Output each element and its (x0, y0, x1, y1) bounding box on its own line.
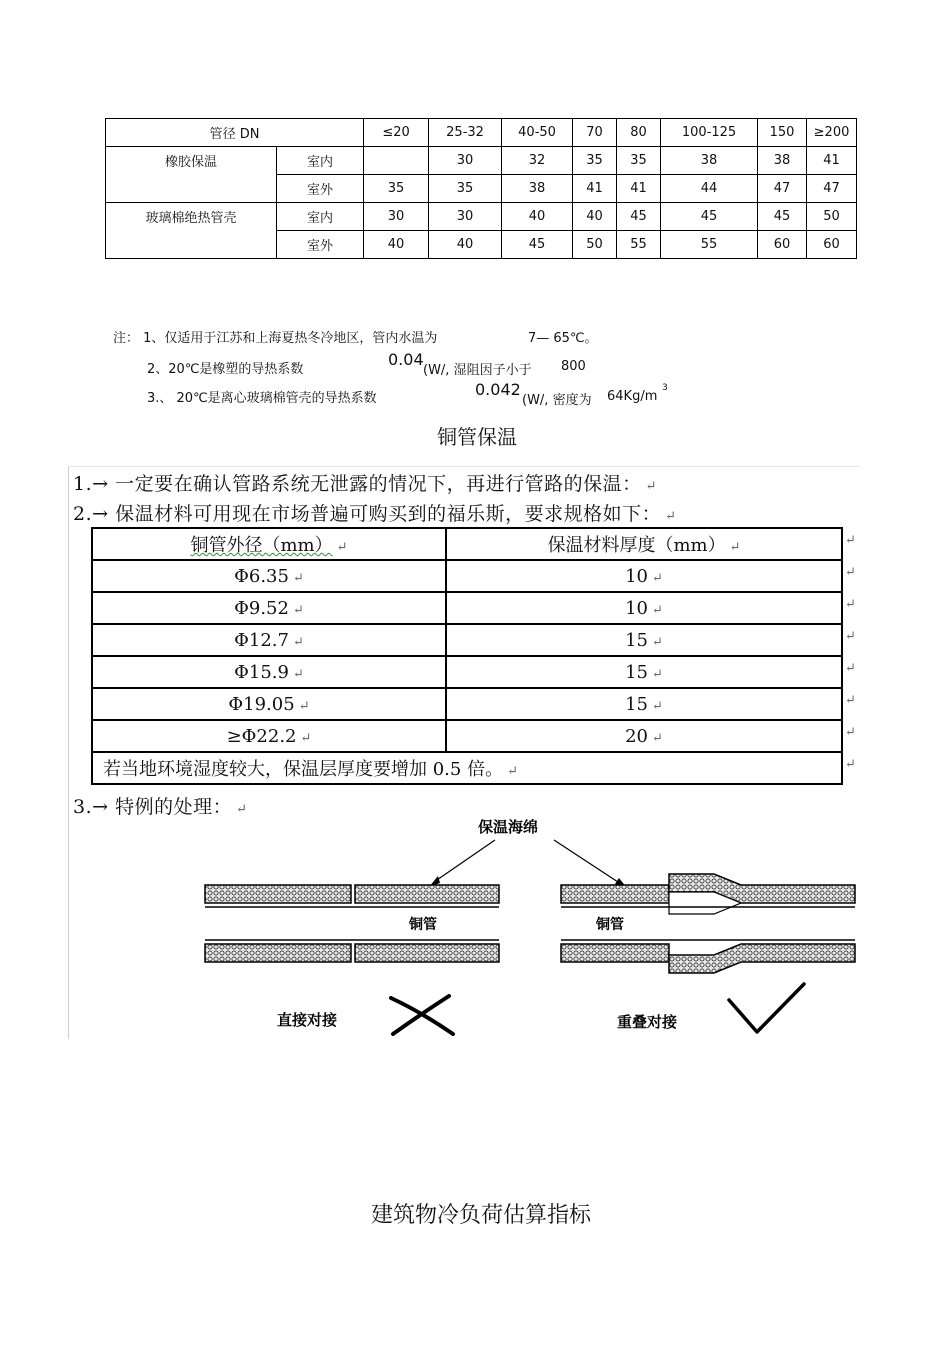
table-cell: 47 (807, 175, 857, 203)
table-cell: 40 (429, 231, 502, 259)
table-row (106, 203, 857, 231)
return-mark-icon: ↵ (292, 666, 304, 682)
table-cell: 35 (573, 147, 617, 175)
header-dn: 管径 DN (106, 119, 364, 147)
note-3-unit: (W/, 密度为 (522, 393, 592, 408)
insulation-thickness-table (105, 118, 857, 259)
return-mark-icon: ↵ (652, 666, 663, 682)
header-cell: ≤20 (364, 119, 429, 147)
return-mark-icon: ↵ (845, 725, 856, 740)
table-cell: 60 (758, 231, 807, 259)
return-mark-icon: ↵ (845, 597, 856, 612)
table-row (92, 720, 842, 752)
note-1-range: 7— 65℃。 (528, 331, 598, 346)
humidity-footnote (92, 752, 842, 784)
table-cell: 45 (661, 203, 758, 231)
diameter-cell (92, 656, 446, 688)
spec-header-diameter-text: 铜管外径（mm） (190, 535, 333, 556)
butt-joint-pipe (205, 885, 499, 962)
thickness-cell (446, 656, 842, 688)
table-cell (364, 147, 429, 175)
sub-label: 室外 (277, 175, 364, 203)
thickness-value: 10 (625, 565, 648, 587)
table-cell: 60 (807, 231, 857, 259)
thickness-value: 15 (625, 693, 648, 715)
thickness-value: 15 (625, 629, 648, 651)
diameter-value: Φ6.35 (234, 565, 289, 587)
thickness-cell (446, 592, 842, 624)
pipe-joint-diagram (69, 812, 859, 1039)
note-2-value: 0.04 (388, 350, 424, 369)
foam-right-arrow (554, 840, 621, 884)
table-cell: 45 (758, 203, 807, 231)
return-mark-icon: ↵ (845, 757, 856, 772)
thickness-value: 20 (625, 725, 648, 747)
return-mark-icon: ↵ (300, 730, 312, 746)
table-header-row (106, 119, 857, 147)
table-cell: 50 (573, 231, 617, 259)
cooling-load-title: 建筑物冷负荷估算指标 (371, 1203, 592, 1228)
diameter-value: ≥Φ22.2 (226, 725, 297, 747)
row-end-marks (845, 533, 856, 789)
diameter-value: Φ15.9 (234, 661, 289, 683)
diameter-cell (92, 560, 446, 592)
diameter-cell (92, 624, 446, 656)
sub-label: 室内 (277, 203, 364, 231)
sub-label: 室内 (277, 147, 364, 175)
table-cell: 40 (502, 203, 573, 231)
instruction-line-3-text: 3.→ 特例的处理： (73, 796, 233, 818)
table-cell: 35 (364, 175, 429, 203)
table-row (106, 147, 857, 175)
table-cell: 38 (502, 175, 573, 203)
spec-header-diameter (92, 528, 446, 560)
instruction-line-2-text: 2.→ 保温材料可用现在市场普遍可购买到的福乐斯，要求规格如下： (73, 503, 662, 525)
thickness-value: 15 (625, 661, 648, 683)
table-row (92, 656, 842, 688)
header-cell: 150 (758, 119, 807, 147)
table-cell: 30 (429, 147, 502, 175)
table-cell: 41 (573, 175, 617, 203)
table-cell: 32 (502, 147, 573, 175)
return-mark-icon: ↵ (845, 629, 856, 644)
diameter-value: Φ9.52 (234, 597, 289, 619)
diameter-value: Φ12.7 (234, 629, 289, 651)
return-mark-icon: ↵ (845, 693, 856, 708)
thickness-value: 10 (625, 597, 648, 619)
table-cell: 30 (364, 203, 429, 231)
spec-header-row (92, 528, 842, 560)
return-mark-icon: ↵ (236, 802, 248, 817)
overlap-joint-caption: 重叠对接 (617, 1013, 678, 1031)
table-cell: 47 (758, 175, 807, 203)
table-cell: 41 (807, 147, 857, 175)
thickness-cell (446, 624, 842, 656)
instruction-line-1-text: 1.→ 一定要在确认管路系统无泄露的情况下，再进行管路的保温： (73, 473, 642, 495)
table-row (92, 624, 842, 656)
copper-pipe-spec-table (91, 527, 843, 785)
note-3-superscript: 3 (662, 383, 668, 393)
spec-header-thickness-text: 保温材料厚度（mm） (547, 535, 726, 556)
butt-joint-caption: 直接对接 (277, 1011, 338, 1029)
return-mark-icon: ↵ (292, 602, 304, 618)
table-cell: 41 (617, 175, 661, 203)
group-label: 橡胶保温 (106, 147, 277, 203)
thickness-cell (446, 560, 842, 592)
table-cell: 38 (661, 147, 758, 175)
return-mark-icon: ↵ (652, 570, 663, 586)
table-row (92, 560, 842, 592)
note-2-unit: (W/, 湿阻因子小于 (423, 363, 532, 378)
thickness-cell (446, 688, 842, 720)
humidity-footnote-text: 若当地环境湿度较大，保温层厚度要增加 0.5 倍。 (103, 759, 504, 780)
table-cell: 50 (807, 203, 857, 231)
note-3-value: 0.042 (475, 380, 521, 399)
group-label: 玻璃棉绝热管壳 (106, 203, 277, 259)
return-mark-icon: ↵ (652, 730, 663, 746)
table-row (92, 688, 842, 720)
header-cell: 40-50 (502, 119, 573, 147)
table-cell: 38 (758, 147, 807, 175)
sub-label: 室外 (277, 231, 364, 259)
return-mark-icon: ↵ (292, 570, 304, 586)
return-mark-icon: ↵ (652, 602, 663, 618)
table-cell: 30 (429, 203, 502, 231)
copper-pipe-insulation-panel (68, 466, 859, 1039)
table-cell: 45 (502, 231, 573, 259)
return-mark-icon: ↵ (507, 764, 518, 779)
return-mark-icon: ↵ (845, 533, 856, 548)
note-3-density: 64Kg/m (607, 389, 658, 404)
table-cell: 55 (617, 231, 661, 259)
return-mark-icon: ↵ (845, 661, 856, 676)
return-mark-icon: ↵ (652, 698, 663, 714)
return-mark-icon: ↵ (665, 509, 677, 524)
table-cell: 40 (573, 203, 617, 231)
header-cell: 100-125 (661, 119, 758, 147)
return-mark-icon: ↵ (729, 540, 741, 555)
header-cell: 25-32 (429, 119, 502, 147)
spec-header-thickness (446, 528, 842, 560)
table-cell: 40 (364, 231, 429, 259)
table-cell: 55 (661, 231, 758, 259)
left-pipe-label: 铜管 (409, 917, 437, 933)
table-row (92, 592, 842, 624)
diameter-cell (92, 688, 446, 720)
note-1-text: 注： 1、仅适用于江苏和上海夏热冬冷地区，管内水温为 (113, 331, 438, 346)
diameter-cell (92, 592, 446, 624)
note-3-text: 3.、 20℃是离心玻璃棉管壳的导热系数 (147, 391, 377, 406)
thickness-cell (446, 720, 842, 752)
instruction-line-1 (73, 469, 657, 496)
note-2-number: 800 (561, 359, 586, 374)
check-mark-icon (729, 984, 804, 1032)
return-mark-icon: ↵ (652, 634, 663, 650)
diameter-value: Φ19.05 (228, 693, 295, 715)
table-cell: 44 (661, 175, 758, 203)
diameter-cell (92, 720, 446, 752)
header-cell: ≥200 (807, 119, 857, 147)
return-mark-icon: ↵ (645, 479, 657, 494)
return-mark-icon: ↵ (336, 540, 348, 555)
header-cell: 80 (617, 119, 661, 147)
cross-mark-icon (391, 996, 453, 1034)
instruction-line-2 (73, 499, 677, 526)
header-cell: 70 (573, 119, 617, 147)
table-cell: 35 (429, 175, 502, 203)
right-pipe-label: 铜管 (596, 917, 624, 933)
foam-left-arrow (434, 840, 495, 882)
note-2-text: 2、20℃是橡塑的导热系数 (147, 362, 304, 377)
section-title: 铜管保温 (437, 425, 517, 449)
return-mark-icon: ↵ (845, 565, 856, 580)
table-cell: 35 (617, 147, 661, 175)
table-row (92, 752, 842, 784)
foam-label: 保温海绵 (478, 818, 539, 836)
return-mark-icon: ↵ (298, 698, 310, 714)
return-mark-icon: ↵ (292, 634, 304, 650)
table-cell: 45 (617, 203, 661, 231)
